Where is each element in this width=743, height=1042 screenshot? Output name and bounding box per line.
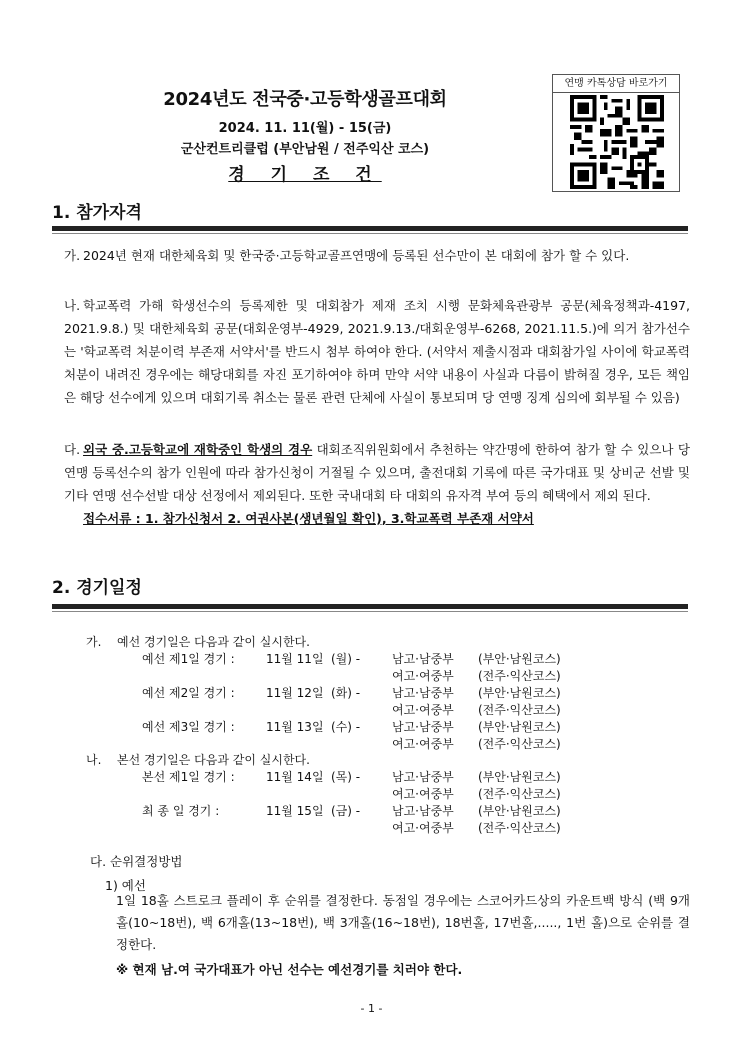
schedule-course1: (부안·남원코스) bbox=[478, 720, 561, 734]
schedule-date: 11월 11일 bbox=[266, 652, 324, 666]
prelim-mark: 가. bbox=[86, 635, 102, 649]
item-mark: 나. bbox=[64, 298, 81, 313]
schedule-date: 11월 12일 bbox=[266, 686, 324, 700]
schedule-div1: 남고·남중부 bbox=[392, 686, 454, 700]
item-text: 대회조직위원회에서 추천하는 약간명에 한하여 참가 할 수 있으나 당 연맹 등록선수의 참가 인원에 따라 참가신청이 거절될 수 있으며, 출전대회 기록에 따른 국가대표 및 상비군 선발 및 기타 연맹 선수선발 대상 선정에서 제외된다. 또한 국내대회 타 대회의 유자격 부여 등의 혜택에서 제외 된다. bbox=[64, 442, 690, 503]
final-mark: 나. bbox=[86, 753, 102, 767]
schedule-div1: 남고·남중부 bbox=[392, 770, 454, 784]
ranking-sub: 1) 예선 bbox=[105, 878, 146, 893]
required-documents: 접수서류 : 1. 참가신청서 2. 여권사본(생년월일 확인), 3.학교폭력 부존재 서약서 bbox=[83, 511, 534, 526]
schedule-div1: 남고·남중부 bbox=[392, 804, 454, 818]
event-venue: 군산컨트리클럽 (부안남원 / 전주익산 코스) bbox=[180, 142, 430, 157]
section-2-rule bbox=[52, 604, 688, 609]
item-mark: 가. bbox=[64, 248, 81, 263]
qr-box[interactable] bbox=[552, 74, 680, 192]
ranking-text: 1일 18홀 스트로크 플레이 후 순위를 결정한다. 동점일 경우에는 스코어카드상의 카운트백 방식 (백 9개홀(10~18번), 백 6개홀(13~18번), 백 3개홀(16~18번), 18번홀, 17번홀,....., 1번 홀)으로 순위를 결정한다. bbox=[116, 893, 690, 952]
schedule-label: 예선 제1일 경기 : bbox=[142, 652, 235, 666]
section-1-rule-thin bbox=[52, 233, 688, 234]
schedule-label: 예선 제3일 경기 : bbox=[142, 720, 235, 734]
item-mark: 다. bbox=[64, 442, 81, 457]
schedule-div2: 여고·여중부 bbox=[392, 821, 454, 835]
schedule-date: 11월 15일 bbox=[266, 804, 324, 818]
section-1-item-c bbox=[64, 438, 690, 530]
item-text: 2024년 현재 대한체육회 및 한국중·고등학교골프연맹에 등록된 선수만이 본 대회에 참가 할 수 있다. bbox=[83, 248, 630, 263]
schedule-date: 11월 13일 bbox=[266, 720, 324, 734]
schedule-course1: (부안·남원코스) bbox=[478, 652, 561, 666]
schedule-label: 최 종 일 경기 : bbox=[142, 804, 220, 818]
schedule-course2: (전주·익산코스) bbox=[478, 737, 561, 751]
schedule-course1: (부안·남원코스) bbox=[478, 804, 561, 818]
ranking-note: ※ 현재 남.여 국가대표가 아닌 선수는 예선경기를 치러야 한다. bbox=[116, 962, 463, 977]
schedule-day: (목) - bbox=[331, 770, 361, 784]
schedule-div2: 여고·여중부 bbox=[392, 669, 454, 683]
schedule-day: (수) - bbox=[331, 720, 361, 734]
document-title: 2024년도 전국중·고등학생골프대회 bbox=[163, 89, 447, 110]
schedule-course2: (전주·익산코스) bbox=[478, 787, 561, 801]
schedule-day: (금) - bbox=[331, 804, 361, 818]
prelim-intro: 예선 경기일은 다음과 같이 실시한다. bbox=[117, 635, 310, 649]
final-intro: 본선 경기일은 다음과 같이 실시한다. bbox=[117, 753, 310, 767]
qr-label: 연맹 카톡상담 바로가기 bbox=[553, 75, 679, 93]
schedule-course2: (전주·익산코스) bbox=[478, 669, 561, 683]
schedule-div2: 여고·여중부 bbox=[392, 737, 454, 751]
section-2-rule-thin bbox=[52, 611, 688, 612]
qr-code-icon[interactable] bbox=[570, 95, 664, 189]
item-text: 학교폭력 가해 학생선수의 등록제한 및 대회참가 제재 조치 시행 문화체육관광부 공문(체육정책과-4197, 2021.9.8.) 및 대한체육회 공문(대회운영부-4929, 2021.9.13./대회운영부-6268, 2021.11.5.)에 의거 참가선수는 '학교폭력 처분이력 부존재 서약서'를 반드시 첨부 하여야 한다. (서약서 제출시점과 대회참가일 사이에 학교폭력 처분이 내려진 경우에는 해당대회를 자진 포기하여야 하며 만약 서약 내용이 사실과 다름이 밝혀질 경우, 모든 책임은 해당 선수에게 있으며 대회기록 취소는 물론 관련 단체에 사실이 통보되며 당 연맹 징계 심의에 회부될 수 있음) bbox=[64, 298, 690, 405]
schedule-course2: (전주·익산코스) bbox=[478, 821, 561, 835]
section-1-item-b bbox=[64, 294, 690, 409]
schedule-date: 11월 14일 bbox=[266, 770, 324, 784]
schedule-div1: 남고·남중부 bbox=[392, 652, 454, 666]
schedule-div2: 여고·여중부 bbox=[392, 703, 454, 717]
document-subtitle: 경 기 조 건 bbox=[228, 165, 382, 185]
schedule-day: (월) - bbox=[331, 652, 361, 666]
section-2-heading: 2. 경기일정 bbox=[52, 578, 142, 598]
schedule-course1: (부안·남원코스) bbox=[478, 686, 561, 700]
event-date: 2024. 11. 11(월) - 15(금) bbox=[218, 121, 392, 136]
page-number: - 1 - bbox=[360, 1002, 383, 1015]
schedule-day: (화) - bbox=[331, 686, 361, 700]
section-1-rule bbox=[52, 226, 688, 231]
ranking-heading: 다. 순위결정방법 bbox=[90, 854, 183, 869]
schedule-course2: (전주·익산코스) bbox=[478, 703, 561, 717]
schedule-course1: (부안·남원코스) bbox=[478, 770, 561, 784]
section-1-heading: 1. 참가자격 bbox=[52, 203, 142, 223]
schedule-div1: 남고·남중부 bbox=[392, 720, 454, 734]
section-1-item-a bbox=[64, 244, 690, 267]
schedule-div2: 여고·여중부 bbox=[392, 787, 454, 801]
schedule-label: 본선 제1일 경기 : bbox=[142, 770, 235, 784]
schedule-label: 예선 제2일 경기 : bbox=[142, 686, 235, 700]
item-emphasis: 외국 중.고등학교에 재학중인 학생의 경우 bbox=[83, 442, 313, 457]
